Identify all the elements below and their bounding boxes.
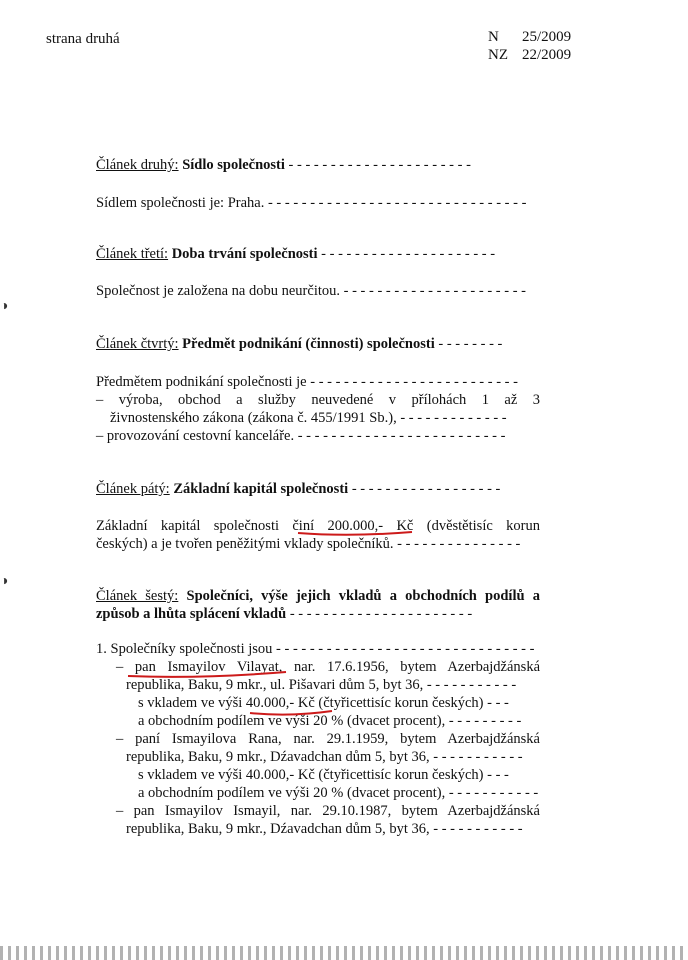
case-n-label: N [488,29,499,45]
partner-2-line-3: s vkladem ve výši 40.000,- Kč (čtyřicettisíc korun českých) - - - [138,767,509,783]
article-5-dashes: - - - - - - - - - - - - - - - - - - [348,481,501,497]
article-3-dashes: - - - - - - - - - - - - - - - - - - - - - [317,246,496,262]
case-n-value: 25/2009 [522,29,572,45]
partner-2-line-1: – paní Ismayilova Rana, nar. 29.1.1959, bytem Azerbajdžánská [116,731,540,747]
partner-2-line-4: a obchodním podílem ve výši 20 % (dvacet procent), - - - - - - - - - - - [138,785,539,801]
article-6-title-1: Společníci, výše jejich vkladů a obchodních podílů a [186,588,541,604]
underline-capital [298,532,412,535]
case-nz-value: 22/2009 [522,47,572,63]
partner-1-line-2: republika, Baku, 9 mkr., ul. Pišavari dům 5, byt 36, - - - - - - - - - - - [126,677,517,693]
article-3-title: Doba trvání společnosti [171,246,318,262]
partner-1-line-1: – pan Ismayilov Vilayat, nar. 17.6.1956, bytem Azerbajdžánská [116,659,540,675]
article-2-title: Sídlo společnosti [182,157,285,173]
bottom-scan-edge [0,946,688,960]
partner-3-line-2: republika, Baku, 9 mkr., Dźavadchan dům 5, byt 36, - - - - - - - - - - - [126,821,523,837]
article-4-dashes: - - - - - - - - [434,336,503,352]
partner-2-line-2: republika, Baku, 9 mkr., Dźavadchan dům 5, byt 36, - - - - - - - - - - - [126,749,523,765]
partner-3-line-1: – pan Ismayilov Ismayil, nar. 29.10.1987, bytem Azerbajdžánská [116,803,540,819]
article-3-label: Článek třetí: [96,246,169,262]
article-4-title: Předmět podnikání (činnosti) společnosti [182,336,435,352]
article-5-line-2: českých) a je tvořen peněžitými vklady společníků. - - - - - - - - - - - - - - - [96,536,521,552]
underline-deposit [250,711,332,715]
article-4-line-1: Předmětem podnikání společnosti je - - - - - - - - - - - - - - - - - - - - - - - - - [96,374,518,390]
article-4-line-2: – výroba, obchod a služby neuvedené v přílohách 1 až 3 [96,392,540,408]
article-3-text: Společnost je založena na dobu neurčitou. - - - - - - - - - - - - - - - - - - - - - - [96,283,526,299]
partner-1-line-3: s vkladem ve výši 40.000,- Kč (čtyřicettisíc korun českých) - - - [138,695,509,711]
case-nz-label: NZ [488,47,508,63]
partner-1-line-4: a obchodním podílem ve výši 20 % (dvacet procent), - - - - - - - - - [138,713,522,729]
article-6-label: Článek šestý: [96,588,179,604]
page-label: strana druhá [46,31,120,47]
binder-hole-icon: ◑ [0,299,9,314]
article-2-dashes: - - - - - - - - - - - - - - - - - - - - - - [284,157,471,173]
article-5-label: Článek pátý: [96,481,170,497]
article-6-dashes: - - - - - - - - - - - - - - - - - - - - - - [286,606,473,622]
underline-partner-name [128,672,286,677]
article-6-title-2: způsob a lhůta splácení vkladů [96,606,287,622]
article-4-label: Článek čtvrtý: [96,336,179,352]
article-4-line-4: – provozování cestovní kanceláře. - - - - - - - - - - - - - - - - - - - - - - - - - [96,428,506,444]
article-2-label: Článek druhý: [96,157,179,173]
article-2-text: Sídlem společnosti je: Praha. - - - - - - - - - - - - - - - - - - - - - - - - - - - - - - - [96,195,527,211]
article-5-line-1: Základní kapitál společnosti činí 200.000,- Kč (dvěstětisíc korun [96,518,540,534]
binder-hole-icon: ◑ [0,574,9,589]
article-4-line-3: živnostenského zákona (zákona č. 455/1991 Sb.), - - - - - - - - - - - - - [110,410,507,426]
partners-intro: 1. Společníky společnosti jsou - - - - - - - - - - - - - - - - - - - - - - - - - - - - - - - [96,641,535,657]
article-5-title: Základní kapitál společnosti [173,481,349,497]
